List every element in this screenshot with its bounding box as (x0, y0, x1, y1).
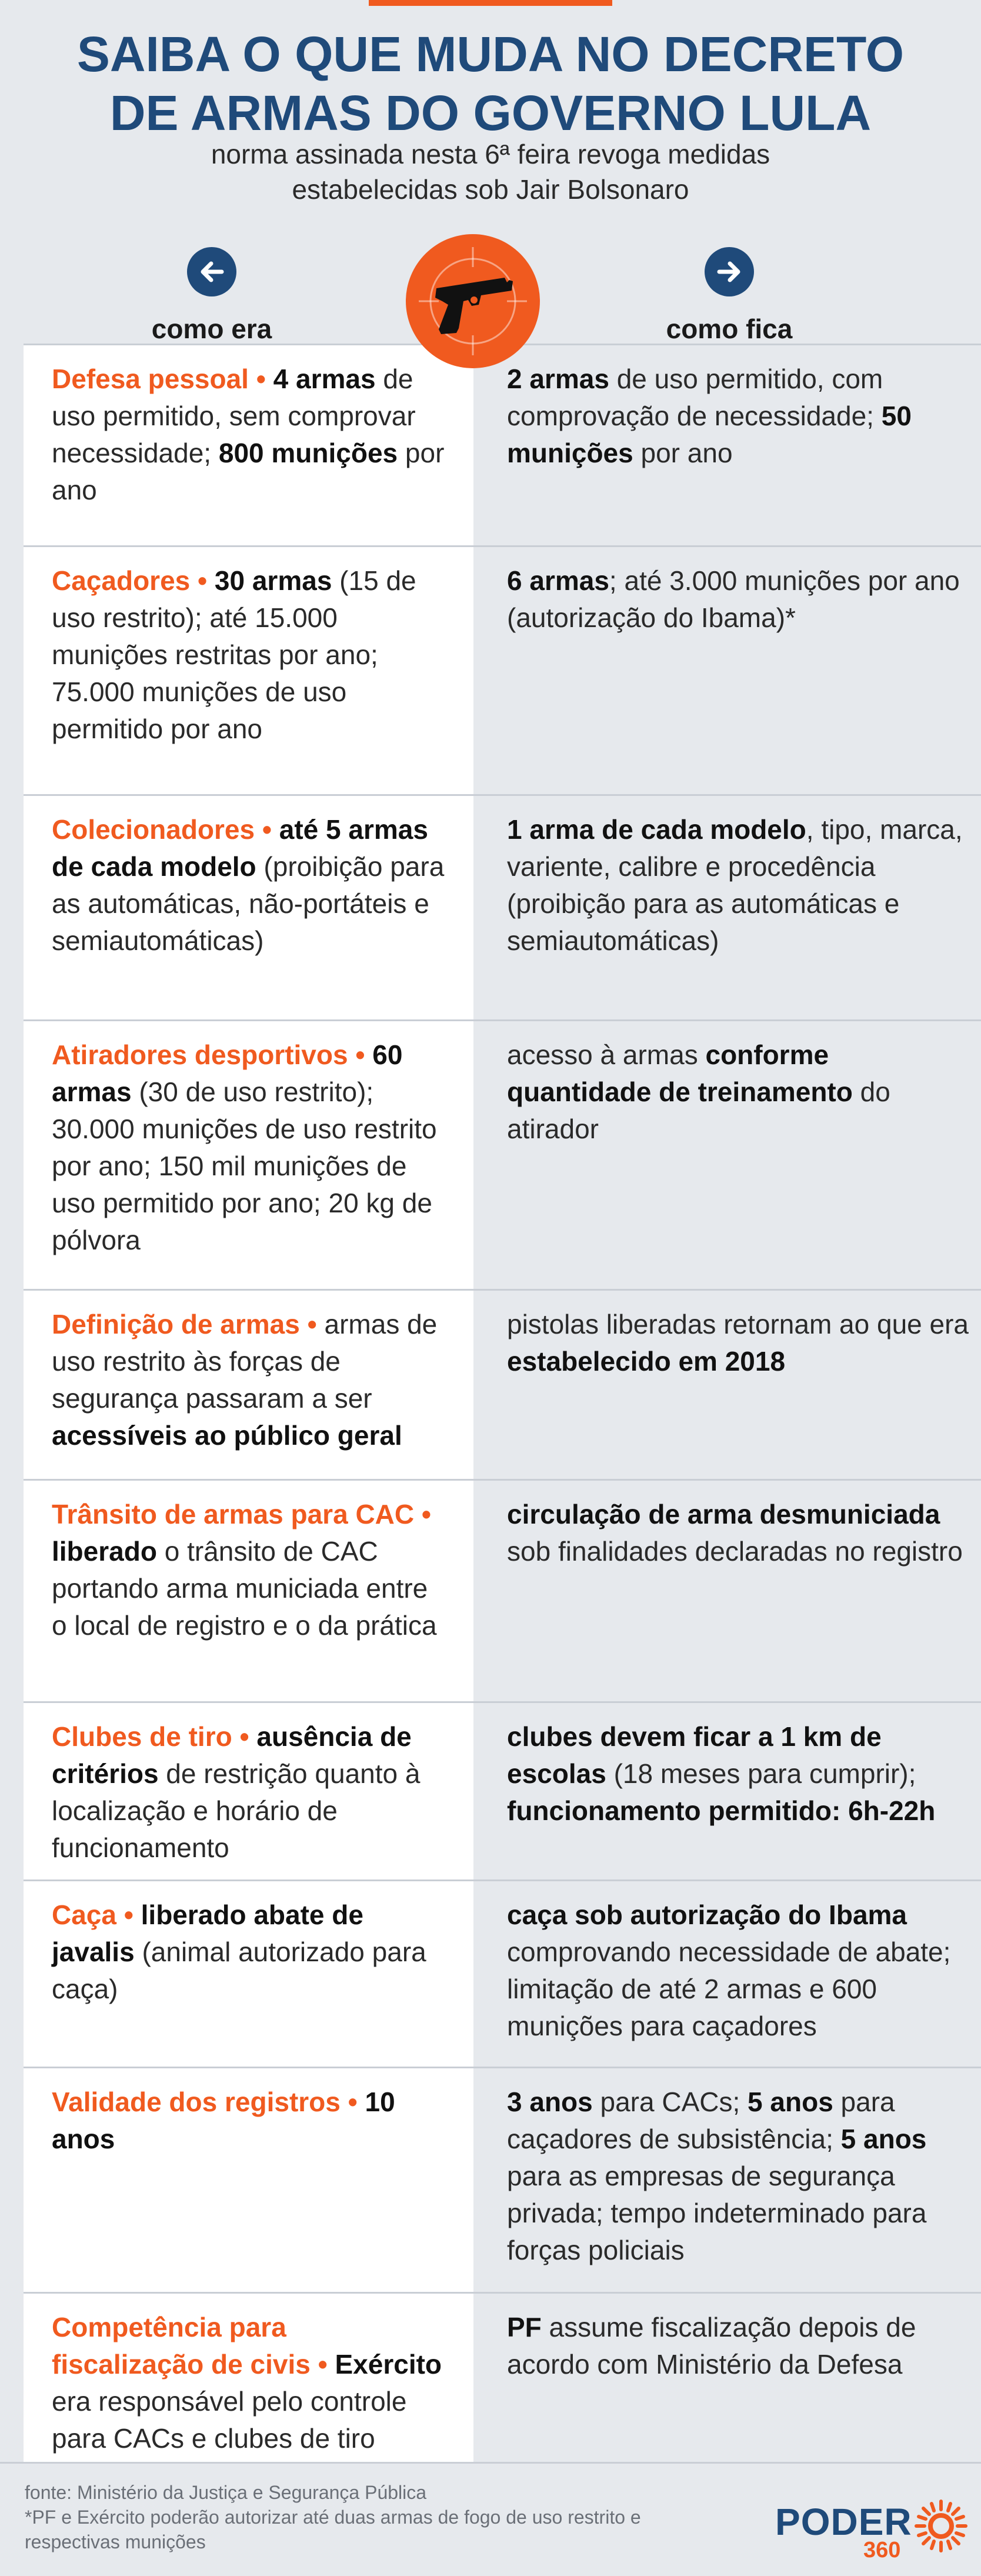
emphasis-text: liberado abate de javalis (52, 1899, 363, 1967)
category-label: Definição de armas (52, 1309, 300, 1339)
emphasis-text: circulação de arma desmuniciada (507, 1499, 940, 1529)
body-text: por ano (52, 438, 445, 505)
category-label: Validade dos registros (52, 2087, 341, 2117)
after-cell (473, 1703, 981, 1879)
body-text: de uso permitido, sem comprovar necessidade; (52, 364, 416, 468)
category-label: Defesa pessoal (52, 364, 249, 394)
comparison-table (24, 344, 981, 2476)
before-cell (24, 1481, 473, 1701)
emphasis-text: PF (507, 2312, 542, 2342)
asterisk-note: *PF e Exército poderão autorizar até duas armas de fogo de uso restrito e respectivas munições (25, 2507, 641, 2552)
after-cell (473, 796, 981, 1019)
body-text: (30 de uso restrito); 30.000 munições de uso restrito por ano; 150 mil munições de uso permitido por ano; 20 kg de pólvora (52, 1077, 437, 1255)
bullet-separator: • (255, 814, 279, 845)
emphasis-text: 10 anos (52, 2087, 395, 2154)
column-header-before (0, 247, 423, 345)
bullet-separator: • (248, 364, 273, 394)
before-cell (24, 2068, 473, 2292)
footnote (25, 2480, 730, 2554)
bullet-separator: • (310, 2349, 335, 2380)
emphasis-text: até 5 armas de cada modelo (52, 814, 428, 882)
top-accent-rule (369, 0, 612, 6)
emphasis-text: liberado (52, 1536, 157, 1567)
after-cell (473, 1291, 981, 1479)
emphasis-text: estabelecido em 2018 (507, 1346, 786, 1377)
before-cell (24, 547, 473, 794)
bullet-separator: • (299, 1309, 325, 1339)
bullet-separator: • (340, 2087, 365, 2117)
body-text: acesso à armas (507, 1039, 706, 1070)
before-cell (24, 796, 473, 1019)
poder360-logo (775, 2499, 963, 2564)
body-text: para as empresas de segurança privada; tempo indeterminado para forças policiais (507, 2161, 927, 2265)
emphasis-text: ausência de critérios (52, 1721, 412, 1789)
category-label: Caçadores (52, 565, 191, 596)
bullet-separator: • (232, 1721, 257, 1752)
emphasis-text: 800 munições (218, 438, 398, 468)
body-text: por ano (633, 438, 733, 468)
body-text: sob finalidades declaradas no registro (507, 1536, 963, 1567)
table-row (24, 545, 981, 794)
emphasis-text: caça sob autorização do Ibama (507, 1899, 907, 1930)
emphasis-text: clubes devem ficar a 1 km de escolas (507, 1721, 882, 1789)
table-row (24, 1479, 981, 1701)
body-text: de uso permitido, com comprovação de necessidade; (507, 364, 883, 431)
category-label: Colecionadores (52, 814, 255, 845)
arrow-right-icon (705, 247, 754, 296)
bullet-separator: • (190, 565, 215, 596)
sun-icon (914, 2499, 968, 2553)
column-label-after: como fica (666, 314, 793, 344)
column-header-after (494, 247, 965, 345)
emphasis-text: funcionamento permitido: 6h-22h (507, 1795, 936, 1826)
table-row (24, 1879, 981, 2067)
emphasis-text: Exército (335, 2349, 442, 2380)
table-row (24, 344, 981, 545)
emphasis-text: 3 anos (507, 2087, 593, 2117)
title-line-2: DE ARMAS DO GOVERNO LULA (109, 85, 872, 141)
emphasis-text: 30 armas (214, 565, 332, 596)
body-text: para caçadores de subsistência; (507, 2087, 895, 2154)
emphasis-text: 60 armas (52, 1039, 403, 1107)
before-cell (24, 2294, 473, 2476)
body-text: o trânsito de CAC portando arma municiada entre o local de registro e o da prática (52, 1536, 437, 1641)
table-row (24, 2292, 981, 2476)
emphasis-text: 5 anos (748, 2087, 833, 2117)
arrow-left-icon (187, 247, 236, 296)
logo-number: 360 (863, 2538, 901, 2562)
body-text: (proibição para as automáticas, não-portáteis e semiautomáticas) (52, 851, 445, 956)
footer (0, 2462, 981, 2576)
after-cell (473, 2294, 981, 2476)
category-label: Clubes de tiro (52, 1721, 232, 1752)
table-row (24, 1701, 981, 1879)
bullet-separator: • (116, 1899, 141, 1930)
subtitle-line-2: estabelecidas sob Jair Bolsonaro (292, 174, 689, 205)
body-text: ; até 3.000 munições por ano (autorização do Ibama)* (507, 565, 960, 633)
body-text: de restrição quanto à localização e horário de funcionamento (52, 1758, 421, 1863)
body-text: (animal autorizado para caça) (52, 1937, 426, 2004)
emphasis-text: acessíveis ao público geral (52, 1420, 402, 1451)
body-text: assume fiscalização depois de acordo com Ministério da Defesa (507, 2312, 916, 2380)
body-text: (15 de uso restrito); até 15.000 munições restritas por ano; 75.000 munições de uso permitido por ano (52, 565, 416, 744)
bullet-separator: • (348, 1039, 373, 1070)
after-cell (473, 547, 981, 794)
emphasis-text: conforme quantidade de treinamento (507, 1039, 853, 1107)
category-label: Trânsito de armas para CAC (52, 1499, 415, 1529)
before-cell (24, 345, 473, 545)
page-title (0, 25, 981, 142)
body-text: , tipo, marca, variente, calibre e procedência (proibição para as automáticas e semiautomáticas) (507, 814, 963, 956)
table-row (24, 1289, 981, 1479)
after-cell (473, 1481, 981, 1701)
subtitle (0, 136, 981, 207)
title-line-1: SAIBA O QUE MUDA NO DECRETO (76, 26, 905, 82)
category-label: Caça (52, 1899, 116, 1930)
source-note: fonte: Ministério da Justiça e Segurança Pública (25, 2482, 427, 2503)
before-cell (24, 1021, 473, 1289)
body-text: pistolas liberadas retornam ao que era (507, 1309, 969, 1339)
after-cell (473, 2068, 981, 2292)
logo-word: PODER (775, 2501, 912, 2543)
table-row (24, 2067, 981, 2292)
emphasis-text: 50 munições (507, 401, 912, 468)
body-text: era responsável pelo controle para CACs e clubes de tiro (52, 2386, 407, 2454)
body-text: para CACs; (592, 2087, 748, 2117)
category-label: Competência para fiscalização de civis (52, 2312, 311, 2380)
table-row (24, 794, 981, 1019)
subtitle-line-1: norma assinada nesta 6ª feira revoga medidas (211, 139, 770, 169)
body-text: (18 meses para cumprir); (606, 1758, 916, 1789)
body-text: armas de uso restrito às forças de segurança passaram a ser (52, 1309, 438, 1414)
after-cell (473, 1021, 981, 1289)
body-text: do atirador (507, 1077, 890, 1144)
before-cell (24, 1703, 473, 1879)
before-cell (24, 1881, 473, 2067)
column-label-before: como era (151, 314, 272, 344)
category-label: Atiradores desportivos (52, 1039, 348, 1070)
emphasis-text: 6 armas (507, 565, 609, 596)
after-cell (473, 1881, 981, 2067)
before-cell (24, 1291, 473, 1479)
body-text: comprovando necessidade de abate; limitação de até 2 armas e 600 munições para caçadores (507, 1937, 951, 2041)
emphasis-text: 1 arma de cada modelo (507, 814, 806, 845)
emphasis-text: 2 armas (507, 364, 609, 394)
table-row (24, 1019, 981, 1289)
revolver-icon (406, 234, 540, 368)
bullet-separator: • (414, 1499, 431, 1529)
emphasis-text: 4 armas (273, 364, 376, 394)
emphasis-text: 5 anos (840, 2124, 927, 2154)
after-cell (473, 345, 981, 545)
